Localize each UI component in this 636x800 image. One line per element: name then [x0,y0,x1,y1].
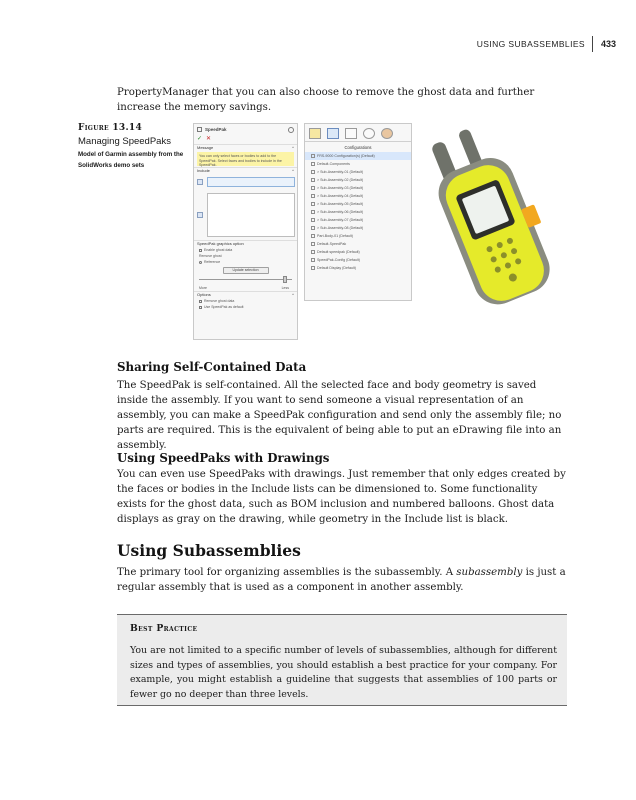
pm-title: SpeedPak [205,127,227,132]
garmin-device-image [415,125,565,305]
cfg-row-label: Default-Components [317,162,350,166]
assembly-icon [311,154,315,158]
config-icon [311,266,315,270]
quick-option [194,259,297,265]
bodies-selection-box [207,193,295,237]
ghost-slider [199,277,292,282]
intro-paragraph: PropertyManager that you can also choose to remove the ghost data and further increase the memory savings. [117,87,535,113]
feature-manager-tab-icon [309,128,321,139]
collapse-icon: ^ [292,168,294,173]
figure-caption [78,123,188,171]
pm-message-box: You can only select faces or bodies to add to the SpeedPak. Select faces and bodies to include in the SpeedPak. [197,152,294,166]
quick-option-label: Remove ghost [199,254,222,258]
checkbox-icon [199,306,202,309]
pm-header [194,124,297,135]
config-icon [311,234,315,238]
slider-label-right: Less [281,286,289,290]
cfg-row-label: > Sub-Assembly-03 (Default) [317,186,364,190]
slider-track [199,279,292,280]
cfg-row [305,160,411,168]
pm-section-quick [194,240,297,247]
cfg-row [305,184,411,192]
ok-check-icon: ✓ [197,136,203,142]
cfg-row [305,176,411,184]
help-icon [288,127,294,133]
cfg-row-label: SpeedPak-Config (Default) [317,258,360,262]
bodies-selection-row [194,190,297,240]
config-icon [311,250,315,254]
config-icon [311,202,315,206]
sub-text-before: The primary tool for organizing assemblies is the subassembly. A [117,567,457,578]
cfg-row [305,200,411,208]
figure-description: Model of Garmin assembly from the SolidWorks demo sets [78,151,184,169]
config-icon [311,242,315,246]
pm-section-options-label: Options [197,292,211,297]
cfg-row-label: Default Display (Default) [317,266,356,270]
cfg-row [305,168,411,176]
property-manager-tab-icon [327,128,339,139]
slider-label-left: More [199,286,207,290]
cfg-row-label: FRS-9000 Configuration(s) (Default) [317,154,375,158]
config-icon [311,170,315,174]
cfg-row-label: > Sub-Assembly-01 (Default) [317,170,364,174]
quick-option-label: Reference [204,260,221,264]
config-icon [311,226,315,230]
section-heading-drawings: Using SpeedPaks with Drawings [117,451,330,465]
best-practice-box [117,614,567,706]
cfg-row [305,208,411,216]
checkbox-icon [199,249,202,252]
figure-label: Figure 13.14 [78,123,143,133]
faces-icon [197,179,203,185]
cfg-row-label: Default-SpeedPak [317,242,347,246]
checkbox-icon [199,300,202,303]
cfg-row [305,224,411,232]
cfg-row-label: > Sub-Assembly-08 (Default) [317,226,364,230]
pm-section-include-label: Include [197,168,210,173]
collapse-icon: ^ [292,292,294,297]
quick-option-label: Enable ghost data [204,248,233,252]
subassemblies-paragraph [117,565,567,595]
sub-text-after: is just a regular assembly that is used as a component in another assembly. [117,567,566,593]
cfg-row [305,248,411,256]
cfg-row-label: > Sub-Assembly-04 (Default) [317,194,364,198]
config-icon [311,178,315,182]
running-header [477,36,616,52]
best-practice-title: Best Practice [130,623,198,634]
pm-section-quick-label: SpeedPak graphics option [197,241,244,246]
section-heading-sharing: Sharing Self-Contained Data [117,360,307,374]
cfg-row-label: Default speedpak (Default) [317,250,360,254]
faces-selection-row [194,174,297,190]
bodies-icon [197,212,203,218]
config-icon [311,194,315,198]
cancel-x-icon: ✕ [206,136,212,142]
cfg-row-label: > Sub-Assembly-07 (Default) [317,218,364,222]
faces-selection-box [207,177,295,187]
cfg-row-label: Part-Body-01 (Default) [317,234,353,238]
dimxpert-tab-icon [363,128,375,139]
display-manager-tab-icon [381,128,393,139]
cfg-row [305,152,411,160]
config-icon [311,162,315,166]
pm-section-options [194,291,297,298]
sub-text-italic: subassembly [456,567,523,578]
cfg-row [305,264,411,272]
cfg-row [305,232,411,240]
speedpak-propertymanager [193,123,298,340]
option-label: Remove ghost data [204,299,235,303]
cfg-title: Configurations [344,145,372,150]
pm-section-message-label: Message [197,145,214,150]
radio-icon [199,261,202,264]
pm-actions [194,135,297,144]
update-selection-button: Update selection [223,267,269,274]
best-practice-text: You are not limited to a specific number of levels of subassemblies, although for different sizes and types of assemblies, you should establish a best practice for your company. For example, you might establish a guideline that suggests that assemblies of 100 parts or fewer go no deeper than three levels. [130,645,557,700]
cfg-row [305,192,411,200]
speedpak-icon [197,127,202,132]
option-label: Use SpeedPak as default [204,305,244,309]
configuration-manager-tab-icon [345,128,357,139]
cfg-row [305,256,411,264]
slider-thumb [283,276,287,283]
drawings-paragraph: You can even use SpeedPaks with drawings. Just remember that only edges created by the faces or bodies in the Include lists can be dimensioned to. Some functionality exists for the ghost data, such as BOM inclusion and numbered balloons. Ghost data displays as gray on the drawing, while geometry in the Include list is black. [117,469,566,525]
collapse-icon: ^ [292,145,294,150]
config-icon [311,210,315,214]
cfg-row-label: > Sub-Assembly-05 (Default) [317,202,364,206]
pm-section-message [194,144,297,151]
page-number: 433 [600,39,616,49]
configuration-manager [304,123,412,301]
sharing-paragraph: The SpeedPak is self-contained. All the selected face and body geometry is saved inside the assembly. If you want to send someone a visual representation of an assembly, you can make a SpeedPak configuration and send only the assembly file; no parts are required. This is the equivalent of being able to put an eDrawing file into an assembly. [117,380,562,451]
config-icon [311,218,315,222]
running-title: USING SUBASSEMBLIES [476,39,585,49]
figure-title: Managing SpeedPaks [78,136,171,147]
section-heading-subassemblies: Using Subassemblies [117,541,301,560]
option-item [194,304,297,310]
pm-section-include [194,167,297,174]
cfg-row-label: > Sub-Assembly-06 (Default) [317,210,364,214]
cfg-row [305,216,411,224]
config-icon [311,258,315,262]
config-icon [311,186,315,190]
cfg-row-label: > Sub-Assembly-02 (Default) [317,178,364,182]
cfg-row [305,240,411,248]
manager-tabs [305,124,411,142]
